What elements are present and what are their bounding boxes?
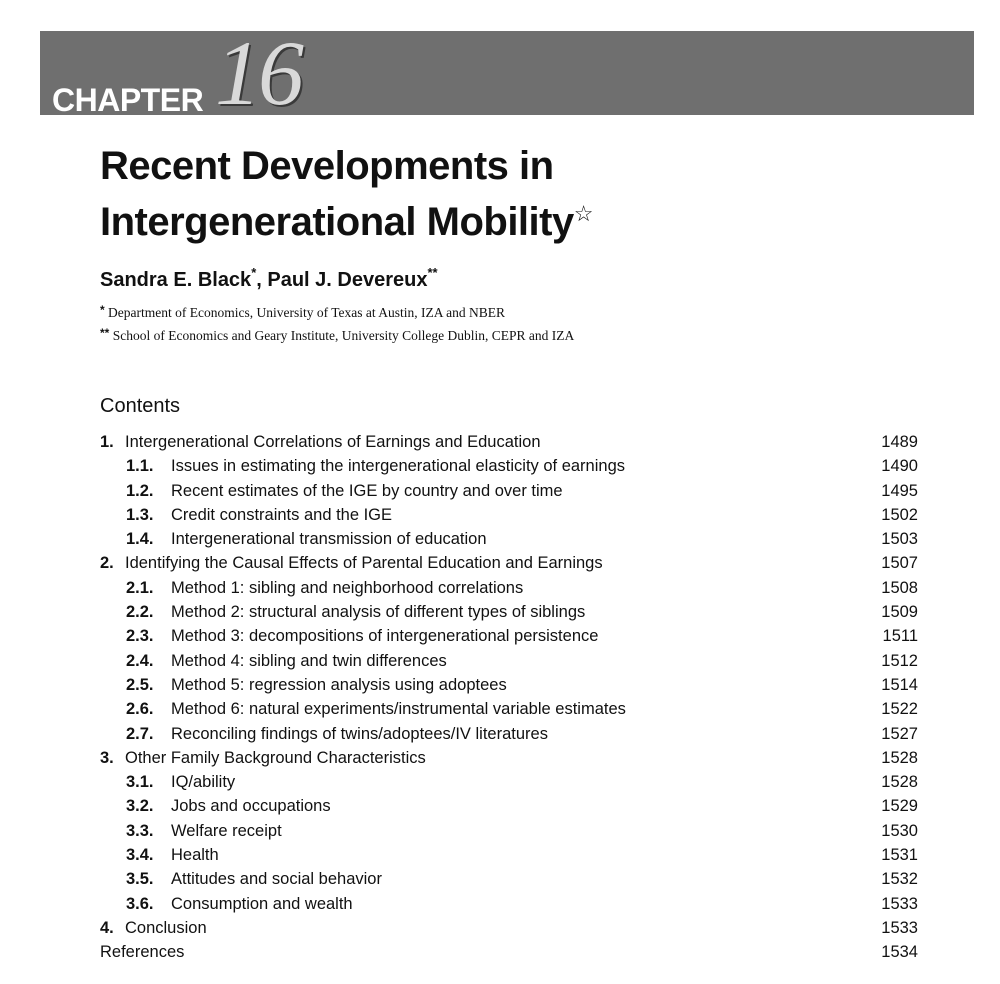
toc-entry-page[interactable]: 1522 <box>881 700 918 719</box>
toc-entry[interactable] <box>100 746 918 770</box>
toc-entry[interactable] <box>100 454 918 478</box>
toc-entry-page[interactable]: 1514 <box>881 675 918 694</box>
toc-entry-page[interactable]: 1528 <box>881 748 918 767</box>
toc-entry[interactable] <box>100 819 918 843</box>
toc-entry[interactable] <box>100 551 918 575</box>
toc-entry-page[interactable]: 1511 <box>882 627 918 646</box>
toc-entry-page[interactable]: 1509 <box>881 603 918 622</box>
toc-entry-page[interactable]: 1533 <box>881 894 918 913</box>
star-footnote-icon[interactable]: ☆ <box>573 201 593 226</box>
contents-heading: Contents <box>100 395 181 417</box>
toc-entry-page[interactable]: 1531 <box>881 846 918 865</box>
toc-entry-title[interactable]: Consumption and wealth <box>171 894 353 913</box>
toc-entry-number: 2.7. <box>126 724 154 743</box>
toc-entry-page[interactable]: 1502 <box>881 505 918 524</box>
author-list <box>100 267 438 293</box>
toc-entry[interactable] <box>100 479 918 503</box>
toc-entry[interactable] <box>100 527 918 551</box>
toc-entry-number: 1. <box>100 433 114 451</box>
affiliation-mark: * <box>100 303 105 317</box>
toc-entry-number: 2.3. <box>126 627 154 646</box>
title-line-2-text: Intergenerational Mobility <box>100 200 574 244</box>
toc-entry-title[interactable]: Method 1: sibling and neighborhood correlations <box>171 578 524 597</box>
toc-entry-title[interactable]: Intergenerational transmission of education <box>171 530 487 549</box>
toc-entry-title[interactable]: Intergenerational Correlations of Earnings and Education <box>125 433 541 451</box>
toc-entry[interactable] <box>100 576 918 600</box>
toc-entry-number: 2.1. <box>126 578 154 597</box>
toc-entry[interactable] <box>100 600 918 624</box>
page-title <box>100 142 593 246</box>
affiliation-text: School of Economics and Geary Institute, University College Dublin, CEPR and IZA <box>112 328 575 343</box>
toc-entry-title[interactable]: Attitudes and social behavior <box>171 870 382 889</box>
affiliation-text: Department of Economics, University of Texas at Austin, IZA and NBER <box>108 305 506 320</box>
toc-entry-page[interactable]: 1534 <box>881 943 918 962</box>
author-name: Paul J. Devereux <box>267 269 428 291</box>
author-separator: , <box>256 269 268 291</box>
toc-entry-number: 1.2. <box>126 481 154 500</box>
toc-entry-title[interactable]: Other Family Background Characteristics <box>125 748 426 767</box>
toc-entry[interactable] <box>100 503 918 527</box>
toc-entry-number: 3.1. <box>126 773 154 792</box>
toc-entry-number: 3. <box>100 748 114 767</box>
toc-entry-page[interactable]: 1507 <box>881 554 918 573</box>
toc-entry-number: 2.4. <box>126 651 154 670</box>
toc-entry-title[interactable]: Identifying the Causal Effects of Parental Education and Earnings <box>125 554 603 573</box>
toc-entry-title[interactable]: Recent estimates of the IGE by country and over time <box>171 481 563 500</box>
toc-entry[interactable] <box>100 794 918 818</box>
toc-entry-page[interactable]: 1532 <box>881 870 918 889</box>
toc-entry-title[interactable]: Method 2: structural analysis of different types of siblings <box>171 603 586 622</box>
toc-entry-page[interactable]: 1490 <box>881 457 918 476</box>
toc-entry[interactable] <box>100 867 918 891</box>
title-line-1: Recent Developments in <box>100 144 554 188</box>
affiliation <box>100 324 574 345</box>
toc-entry-page[interactable]: 1512 <box>881 651 918 670</box>
toc-entry-title[interactable]: Method 4: sibling and twin differences <box>171 651 447 670</box>
chapter-banner <box>40 31 974 115</box>
toc-entry-number: 3.6. <box>126 894 154 913</box>
affiliation-mark: ** <box>100 326 110 340</box>
toc-entry-title[interactable]: Credit constraints and the IGE <box>171 505 393 524</box>
toc-entry-number: 2.6. <box>126 700 154 719</box>
toc-entry-page[interactable]: 1527 <box>881 724 918 743</box>
toc-entry-page[interactable]: 1529 <box>881 797 918 816</box>
toc-entry[interactable] <box>100 770 918 794</box>
toc-entry-title[interactable]: IQ/ability <box>171 773 236 792</box>
toc-entry-title[interactable]: Issues in estimating the intergenerational elasticity of earnings <box>171 457 625 476</box>
toc-entry-page[interactable]: 1528 <box>881 773 918 792</box>
toc-entry-number: 2.2. <box>126 603 154 622</box>
author-footnote-mark[interactable]: * <box>251 265 257 280</box>
chapter-number: 16 <box>215 31 301 115</box>
author-footnote-mark[interactable]: ** <box>427 265 438 280</box>
toc-entry-page[interactable]: 1530 <box>881 821 918 840</box>
toc-entry[interactable] <box>100 624 918 648</box>
toc-entry-page[interactable]: 1503 <box>881 530 918 549</box>
toc-entry[interactable] <box>100 916 918 940</box>
affiliation <box>100 301 505 322</box>
toc-entry-title[interactable]: Method 5: regression analysis using adoptees <box>171 675 507 694</box>
toc-entry-number: 1.4. <box>126 530 154 549</box>
toc-entry-page[interactable]: 1489 <box>881 433 918 451</box>
author-name: Sandra E. Black <box>100 269 252 291</box>
toc-entry[interactable] <box>100 722 918 746</box>
toc-entry-number: 3.5. <box>126 870 154 889</box>
toc-entry[interactable] <box>100 649 918 673</box>
toc-entry-number: 3.2. <box>126 797 154 816</box>
toc-entry-title[interactable]: Method 3: decompositions of intergenerational persistence <box>171 627 599 646</box>
toc-entry[interactable] <box>100 843 918 867</box>
toc-entry[interactable] <box>100 892 918 916</box>
table-of-contents <box>100 430 918 965</box>
toc-entry-number: 4. <box>100 918 114 937</box>
toc-entry-number: 2.5. <box>126 675 154 694</box>
chapter-label: CHAPTER <box>52 82 204 115</box>
toc-entry-number: 1.3. <box>126 505 154 524</box>
toc-entry-page[interactable]: 1495 <box>881 481 918 500</box>
toc-entry-number: 2. <box>100 554 114 573</box>
toc-entry-page[interactable]: 1533 <box>881 918 918 937</box>
toc-entry-title[interactable]: Welfare receipt <box>171 821 282 840</box>
toc-entry-title[interactable]: Conclusion <box>125 918 207 937</box>
toc-entry[interactable] <box>100 430 918 454</box>
toc-entry-title[interactable]: References <box>100 943 185 962</box>
toc-entry[interactable] <box>100 697 918 721</box>
toc-entry-title[interactable]: Jobs and occupations <box>171 797 331 816</box>
toc-entry-number: 3.3. <box>126 821 154 840</box>
toc-entry-title[interactable]: Reconciling findings of twins/adoptees/IV literatures <box>171 724 548 743</box>
toc-entry-title[interactable]: Health <box>171 846 219 865</box>
toc-entry[interactable] <box>100 673 918 697</box>
toc-entry-number: 1.1. <box>126 457 154 476</box>
toc-entry-page[interactable]: 1508 <box>881 578 918 597</box>
toc-entry-number: 3.4. <box>126 846 154 865</box>
title-line-2 <box>100 190 593 246</box>
toc-entry[interactable] <box>100 940 918 964</box>
toc-entry-title[interactable]: Method 6: natural experiments/instrumental variable estimates <box>171 700 626 719</box>
